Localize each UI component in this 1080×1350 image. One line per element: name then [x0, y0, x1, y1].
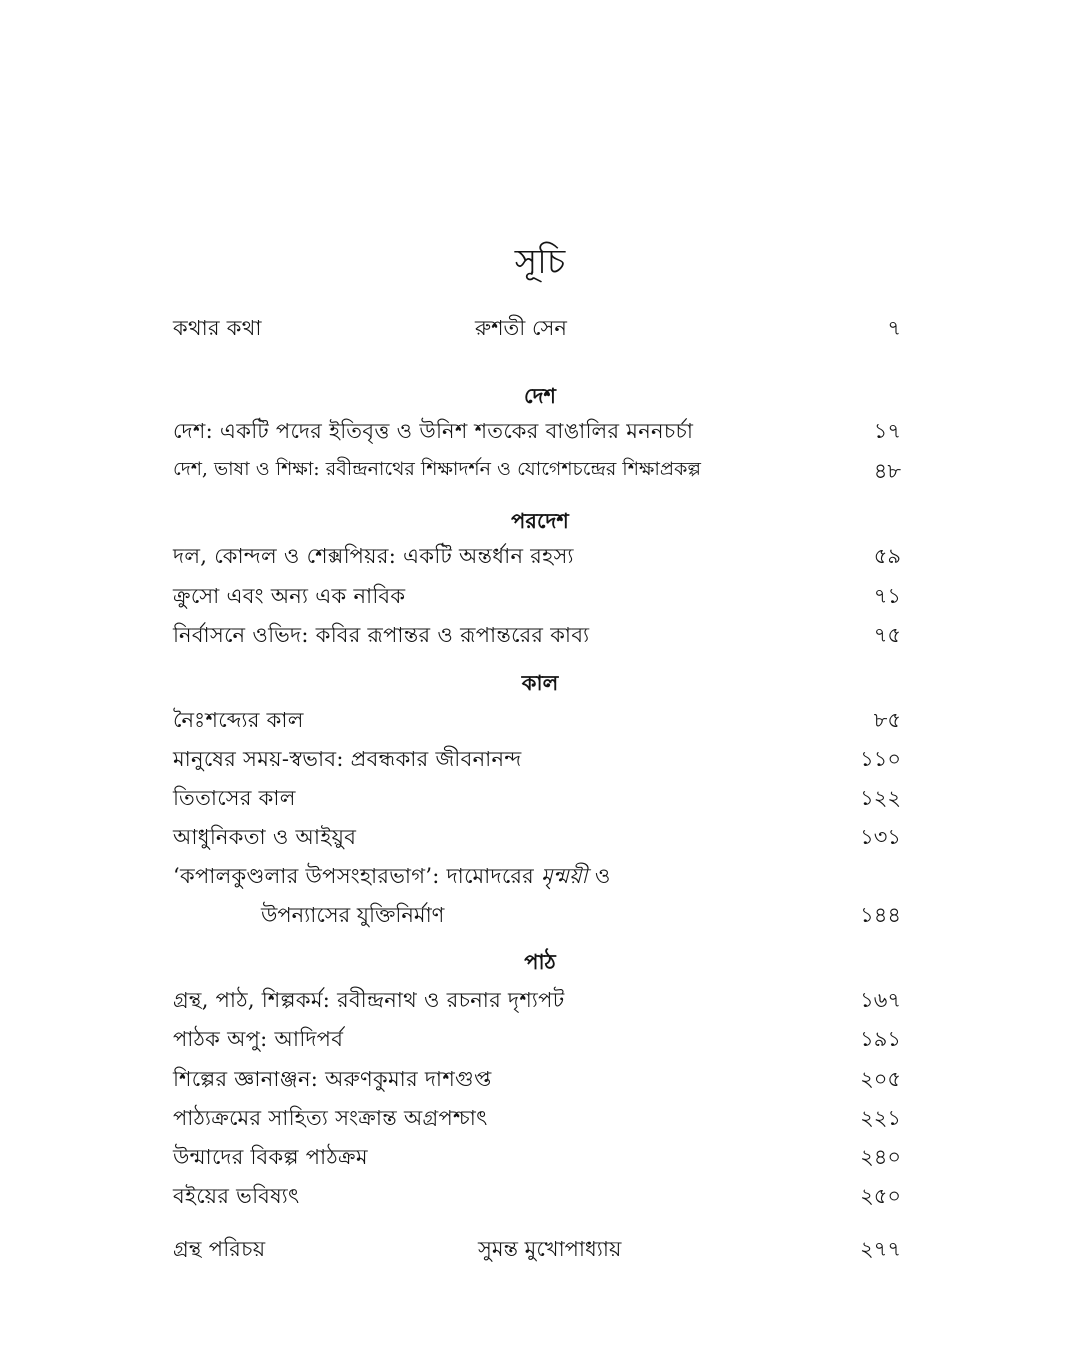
entry-title: গ্রন্থ, পাঠ, শিল্পকর্ম: রবীন্দ্রনাথ ও রচনার দৃশ্যপট — [173, 988, 565, 1012]
section-heading: পরদেশ — [511, 508, 569, 533]
entry-author: সুমন্ত মুখোপাধ্যায় — [478, 1237, 622, 1261]
entry-page: ১৩১ — [860, 825, 901, 849]
toc-entry — [173, 1141, 901, 1173]
toc-entry — [173, 619, 901, 651]
entry-title: পাঠক অপু: আদিপর্ব — [173, 1027, 344, 1051]
entry-title-prefix: ‘কপালকুণ্ডলার উপসংহারভাগ’: দামোদরের — [173, 864, 535, 888]
entry-title-suffix: ও — [594, 864, 611, 888]
entry-title-line2: উপন্যাসের যুক্তিনির্মাণ — [261, 903, 445, 927]
section-heading: পাঠ — [524, 949, 556, 974]
entry-title: পাঠ্যক্রমের সাহিত্য সংক্রান্ত অগ্রপশ্চাৎ — [173, 1106, 488, 1130]
toc-entry-split-line1 — [173, 860, 901, 892]
entry-title: আধুনিকতা ও আইয়ুব — [173, 825, 357, 849]
entry-title-italic: মৃন্ময়ী — [541, 864, 588, 888]
entry-page: ২৫০ — [860, 1184, 901, 1208]
entry-title: নৈঃশব্দ্যের কাল — [173, 708, 304, 732]
entry-title: দল, কোন্দল ও শেক্সপিয়র: একটি অন্তর্ধান রহস্য — [173, 544, 574, 568]
entry-title: উন্মাদের বিকল্প পাঠক্রম — [173, 1145, 368, 1169]
toc-entry — [173, 1180, 901, 1212]
entry-title: বইয়ের ভবিষ্যৎ — [173, 1184, 300, 1208]
entry-title: নির্বাসনে ওভিদ: কবির রূপান্তর ও রূপান্তরের কাব্য — [173, 623, 590, 647]
toc-entry — [173, 1023, 901, 1055]
entry-page: ৭৫ — [873, 623, 901, 647]
toc-entry — [173, 540, 901, 572]
entry-page: ১৭ — [873, 419, 901, 443]
toc-entry — [173, 455, 901, 487]
entry-page: ২০৫ — [860, 1067, 901, 1091]
toc-entry-split-line2 — [173, 899, 901, 931]
entry-title: শিল্পের জ্ঞানাঞ্জন: অরুণকুমার দাশগুপ্ত — [173, 1067, 492, 1091]
toc-entry-intro — [173, 312, 901, 344]
section-heading: দেশ — [524, 383, 556, 408]
toc-entry — [173, 1063, 901, 1095]
toc-entry — [173, 580, 901, 612]
entry-page: ৭১ — [873, 584, 901, 608]
entry-title: দেশ: একটি পদের ইতিবৃত্ত ও উনিশ শতকের বাঙালির মননচর্চা — [173, 419, 694, 443]
entry-page: ৪৮ — [873, 459, 901, 483]
entry-title: কথার কথা — [173, 316, 262, 340]
entry-page: ৮৫ — [873, 708, 901, 732]
toc-entry — [173, 821, 901, 853]
entry-page: ২৭৭ — [860, 1237, 901, 1261]
toc-entry — [173, 743, 901, 775]
entry-page: ১১০ — [860, 747, 901, 771]
entry-author: রুশতী সেন — [475, 316, 567, 340]
entry-title-line1 — [173, 860, 611, 895]
toc-entry — [173, 984, 901, 1016]
toc-entry-outro — [173, 1233, 901, 1265]
entry-page: ২২১ — [860, 1106, 901, 1130]
toc-entry — [173, 704, 901, 736]
toc-entry — [173, 1102, 901, 1134]
entry-page: ১৪৪ — [860, 903, 901, 927]
entry-page: ৫৯ — [873, 544, 901, 568]
entry-page: ১২২ — [860, 786, 901, 810]
page-title: সূচি — [514, 242, 566, 282]
entry-title: তিতাসের কাল — [173, 786, 296, 810]
entry-page: ১৬৭ — [860, 988, 901, 1012]
section-heading: কাল — [521, 670, 559, 695]
entry-title: দেশ, ভাষা ও শিক্ষা: রবীন্দ্রনাথের শিক্ষাদর্শন ও যোগেশচন্দ্রের শিক্ষাপ্রকল্প — [173, 458, 701, 480]
toc-entry — [173, 782, 901, 814]
entry-page: ২৪০ — [860, 1145, 901, 1169]
entry-title: গ্রন্থ পরিচয় — [173, 1237, 266, 1261]
entry-page: ৭ — [887, 316, 901, 340]
entry-title: ক্রুসো এবং অন্য এক নাবিক — [173, 584, 406, 608]
entry-title: মানুষের সময়-স্বভাব: প্রবন্ধকার জীবনানন্দ — [173, 747, 522, 771]
toc-entry — [173, 415, 901, 447]
entry-page: ১৯১ — [860, 1027, 901, 1051]
